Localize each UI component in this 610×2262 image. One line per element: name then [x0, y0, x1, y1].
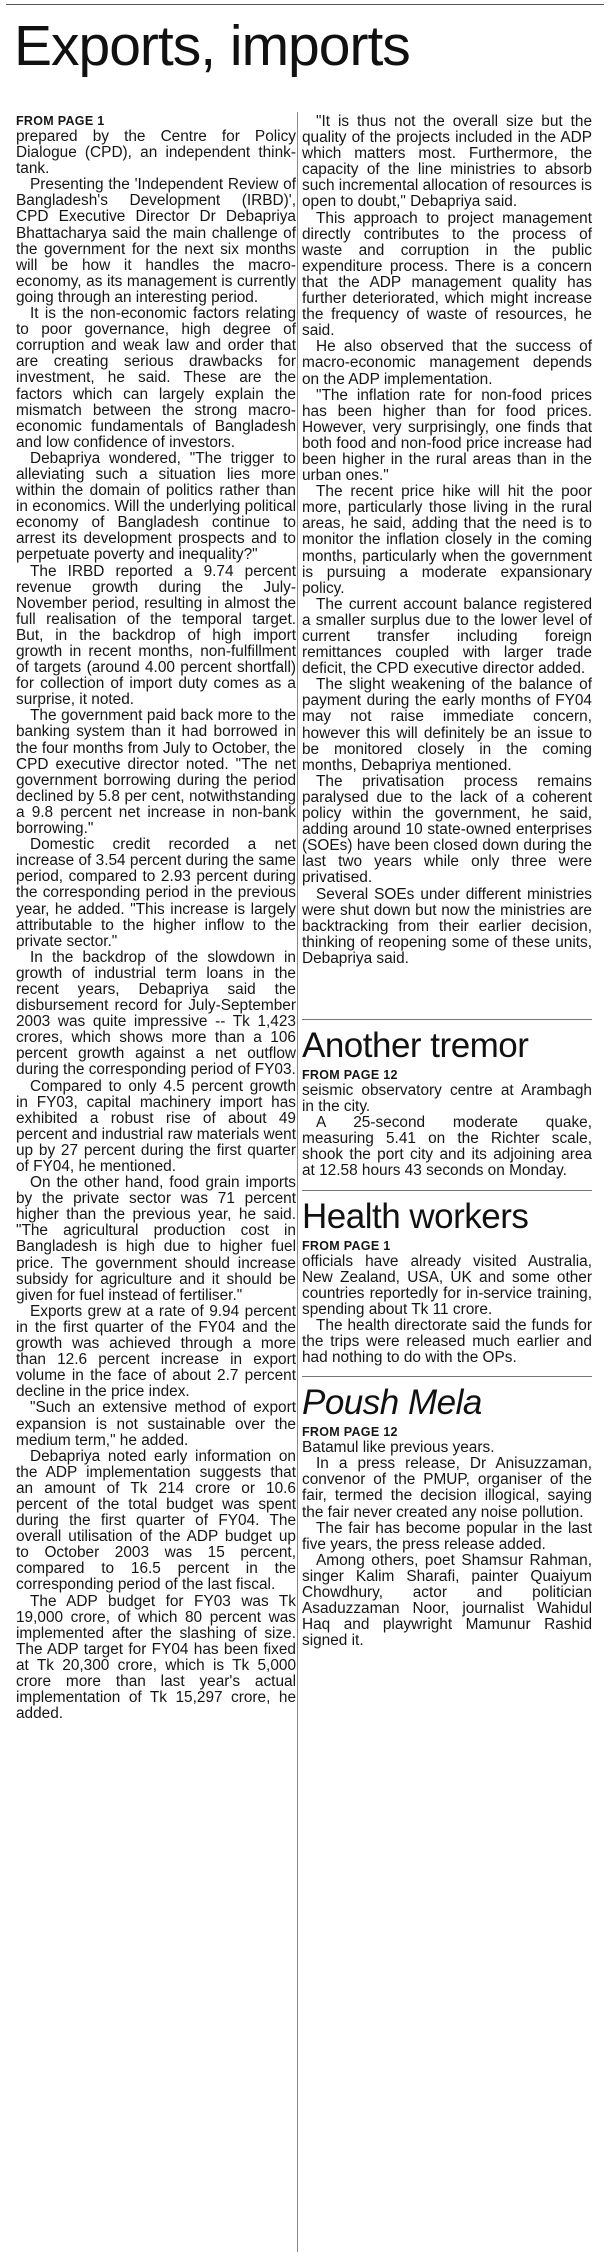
column-divider	[297, 112, 298, 2252]
main-paragraph: This approach to project management directly contributes to the process of waste and corruption in the public expenditure process. There is a concern that the ADP management quality has further deteriorated, which might increase the frequency of waste of resources, he said.	[302, 209, 592, 340]
main-from-page: FROM PAGE 1	[16, 114, 105, 128]
main-paragraph: In the backdrop of the slowdown in growth of industrial term loans in the recent years, Debapriya said the disbursement record for July-September 2003 was quite impressive -- Tk 1,423 crores, which shows more than a 106 percent growth against a net outflow during the corresponding period of FY03.	[16, 948, 296, 1079]
section-rule	[302, 1190, 592, 1191]
top-rule	[6, 4, 604, 5]
main-paragraph: The privatisation process remains paralysed due to the lack of a coherent policy within the government, he said, adding around 10 state-owned enterprises (SOEs) have been closed down during the last two years while only three were privatised.	[302, 772, 592, 887]
tremor-story	[302, 1019, 592, 1180]
section-rule	[302, 1019, 592, 1020]
tremor-paragraph: seismic observatory centre at Arambagh in the city.	[302, 1081, 592, 1116]
mela-story	[302, 1376, 592, 1649]
mela-paragraph: Among others, poet Shamsur Rahman, singer Kalim Sharafi, painter Quaiyum Chowdhury, actor and politician Asaduzzaman Noor, journalist Wahidul Haq and playwright Mamunur Rashid signed it.	[302, 1551, 592, 1650]
health-from-page: FROM PAGE 1	[302, 1238, 391, 1253]
main-paragraph: Compared to only 4.5 percent growth in FY03, capital machinery import has exhibited a robust rise of about 49 percent and industrial raw materials went up by 27 percent during the first quarter of FY04, he mentioned.	[16, 1077, 296, 1175]
main-paragraph: Debapriya wondered, "The trigger to alleviating such a situation lies more within the domain of politics rather than in economics. Will the underlying political economy of Bangladesh continue to arrest its development prospects and to perpetuate poverty and inequality?"	[16, 449, 296, 564]
main-paragraph: The slight weakening of the balance of payment during the early months of FY04 may not raise immediate concern, however this will definitely be an issue to be monitored closely in the coming months, Debapriya mentioned.	[302, 676, 592, 774]
main-paragraph: Several SOEs under different ministries were shut down but now the ministries are backtracking from their earlier decision, thinking of reopening some of these units, Debapriya said.	[302, 885, 592, 967]
right-column	[302, 114, 592, 1649]
main-paragraph: On the other hand, food grain imports by the private sector was 71 percent higher than the previous year, he said. "The agricultural production cost in Bangladesh is high due to higher fuel price. The government should increase subsidy for agriculture and it should be given for fuel instead of fertiliser."	[16, 1174, 296, 1304]
main-paragraph: "It is thus not the overall size but the quality of the projects included in the ADP which matters most. Furthermore, the capacity of the line ministries to absorb such incremental allocation of resources is open to doubt," Debapriya said.	[302, 113, 592, 211]
main-paragraph: The recent price hike will hit the poor more, particularly those living in the rural areas, he said, adding that the need is to monitor the inflation closely in the coming months, particularly when the government is pursuing a moderate expansionary policy.	[302, 483, 592, 597]
mela-paragraph: Batamul like previous years.	[302, 1439, 495, 1457]
tremor-paragraph: A 25-second moderate quake, measuring 5.41 on the Richter scale, shook the port city and its adjoining area at 12.58 hours 43 seconds on Monday.	[302, 1114, 592, 1180]
main-headline: Exports, imports	[14, 14, 410, 78]
health-paragraph: officials have already visited Australia, New Zealand, USA, UK and some other countries reportedly for in-service training, spending about Tk 11 crore.	[302, 1252, 592, 1318]
main-paragraph: "The inflation rate for non-food prices has been higher than for food prices. However, very surprisingly, one finds that both food and non-food price increase had been higher in the rural areas than in the urban ones."	[302, 386, 592, 485]
mela-from-page: FROM PAGE 12	[302, 1425, 398, 1440]
section-rule	[302, 1376, 592, 1377]
main-paragraph: The ADP budget for FY03 was Tk 19,000 crore, of which 80 percent was implemented after the slashing of size. The ADP target for FY04 has been fixed at Tk 20,300 crore, which is Tk 5,000 crore more than last year's actual implementation of Tk 15,297 crore, he added.	[16, 1592, 296, 1723]
health-paragraph: The health directorate said the funds for the trips were released much earlier and had nothing to do with the OPs.	[302, 1316, 592, 1367]
main-paragraph: "Such an extensive method of export expansion is not sustainable over the medium term," he added.	[16, 1399, 296, 1449]
main-paragraph: prepared by the Centre for Policy Dialogue (CPD), an independent think-tank.	[16, 128, 296, 178]
mela-headline: Poush Mela	[302, 1383, 482, 1423]
main-paragraph: Exports grew at a rate of 9.94 percent in the first quarter of the FY04 and the growth was achieved through a more than 12.6 percent increase in export volume in the face of about 2.7 percent decline in the price index.	[16, 1302, 296, 1401]
main-paragraph: Presenting the 'Independent Review of Bangladesh's Development (IRBD)', CPD Executive Director Dr Debapriya Bhattacharya said the main challenge of the government for the next six months will be how it handles the macro-economy, as its management is currently going through an interesting period.	[16, 176, 296, 306]
main-paragraph: Debapriya noted early information on the ADP implementation suggests that an amount of Tk 214 crore or 10.6 percent of the total budget was spent during the first quarter of FY04. The overall utilisation of the ADP budget up to October 2003 was 15 percent, compared to 16.5 percent in the corresponding period of the last fiscal.	[16, 1447, 296, 1594]
main-paragraph: The current account balance registered a smaller surplus due to the lower level of current transfer including foreign remittances coupled with larger trade deficit, the CPD executive director added.	[302, 595, 592, 678]
main-paragraph: It is the non-economic factors relating to poor governance, high degree of corruption and weak law and order that are creating serious drawbacks for investment, he said. These are the factors which can largely explain the mismatch between the strong macro-economic fundamentals of Bangladesh and low confidence of investors.	[16, 305, 296, 451]
main-paragraph: He also observed that the success of macro-economic management depends on the ADP implementation.	[302, 338, 592, 388]
tremor-headline: Another tremor	[302, 1025, 529, 1065]
mela-paragraph: The fair has become popular in the last five years, the press release added.	[302, 1519, 592, 1553]
tremor-from-page: FROM PAGE 12	[302, 1067, 398, 1082]
main-paragraph: The government paid back more to the banking system than it had borrowed in the four months from July to October, the CPD executive director noted. "The net government borrowing during the period declined by 5.8 per cent, notwithstanding a 9.8 percent net increase in non-bank borrowing."	[16, 707, 296, 838]
main-paragraph: Domestic credit recorded a net increase of 3.54 percent during the same period, compared to 2.93 percent during the corresponding period in the previous year, he added. "This increase is largely attributable to the higher inflow to the private sector."	[16, 836, 296, 950]
main-paragraph: The IRBD reported a 9.74 percent revenue growth during the July-November period, resulting in almost the full realisation of the temporal target. But, in the backdrop of high import growth in recent months, non-fulfillment of targets (around 4.00 percent shortfall) for collection of import duty comes as a surprise, it noted.	[16, 562, 296, 709]
health-story	[302, 1190, 592, 1367]
main-story-column-1	[16, 114, 296, 1722]
mela-paragraph: In a press release, Dr Anisuzzaman, convenor of the PMUP, organiser of the fair, termed the decision illogical, saying the fair never created any noise pollution.	[302, 1455, 592, 1521]
health-headline: Health workers	[302, 1196, 529, 1236]
